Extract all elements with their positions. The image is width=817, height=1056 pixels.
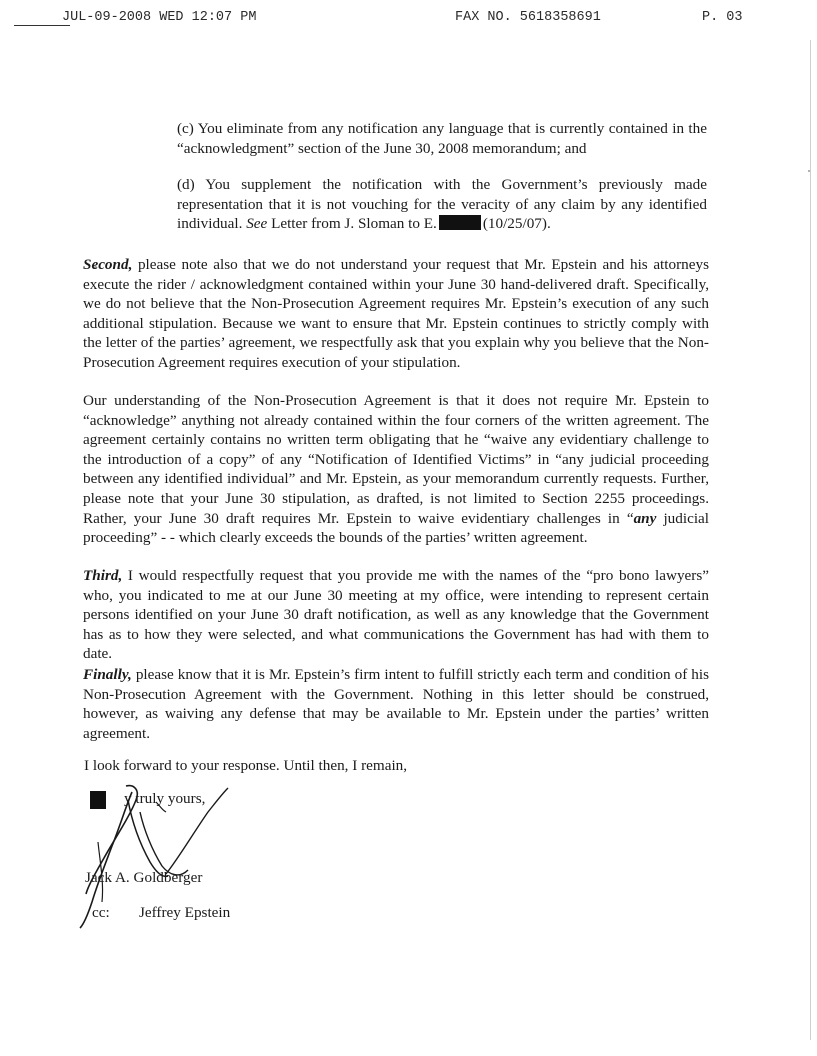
paragraph-second-text: please note also that we do not understand your request that Mr. Epstein and his attorneys execute the rider / acknowledgment contained within your June 30 hand-delivered draft. Specifically, we do not believe that the Non-Prosecution Agreement requires Mr. Epstein’s execution of any such additional stipulation. Because we want to ensure that Mr. Epstein continues to strictly comply with the letter of the parties’ agreement, we respectfully ask that you explain why you believe that the Non-Prosecution Agreement requires execution of your stipulation. [83,256,709,371]
signer-name: Jack A. Goldberger [85,869,203,886]
fax-page-number: P. 03 [702,10,743,25]
cc-label: cc: [92,904,110,921]
paragraph-understanding [83,391,709,548]
item-d-citation-date: (10/25/07). [482,215,551,233]
paragraph-finally-text: please know that it is Mr. Epstein’s firm intent to fulfill strictly each term and condition of his Non-Prosecution Agreement with the Government. Nothing in this letter should be construed, however, as waiving any defense that may be available to Mr. Epstein under the parties’ written agreement. [83,666,709,742]
cc-recipient: Jeffrey Epstein [139,904,231,921]
fax-header [0,8,817,30]
fax-date-time: JUL-09-2008 WED 12:07 PM [62,10,257,25]
item-d-see: See [246,215,268,233]
closing-line: I look forward to your response. Until then, I remain, [84,757,408,774]
closing-salutation: y truly yours, [124,790,206,807]
item-d-text: (d) You supplement the notification with the Government’s previously made representation that it is not vouching for the veracity of any claim by any identified individual. [177,176,707,233]
item-c-text: (c) You eliminate from any notification any language that is currently contained in the “acknowledgment” section of the June 30, 2008 memorandum; and [177,120,707,157]
header-underline [14,25,70,26]
paragraph-third [83,566,709,664]
redaction-box [439,215,481,230]
scan-speck [808,170,810,172]
paragraph-third-lead: Third, [83,567,123,584]
item-d [177,175,707,234]
paragraph-understanding-text-after: judicial proceeding” - - which clearly exceeds the bounds of the parties’ written agreement. [83,509,709,547]
paragraph-second [83,255,709,373]
cc-line [92,904,230,922]
paragraph-finally [83,665,709,743]
paragraph-finally-lead: Finally, [83,666,132,683]
paragraph-second-lead: Second, [83,256,133,273]
item-d-citation: Letter from J. Sloman to E. [267,215,437,233]
item-c [177,119,707,158]
paragraph-understanding-emphasis: any [633,509,657,527]
scan-edge-line [810,40,811,1040]
paragraph-third-text: I would respectfully request that you provide me with the names of the “pro bono lawyers” who, you indicated to me at our June 30 meeting at my office, were intending to represent certain persons identified on your June 30 draft notification, as well as any knowledge that the Government has as to how they were selected, and what communications the Government has had with them to date. [83,567,709,663]
fax-number: FAX NO. 5618358691 [455,10,601,25]
paragraph-understanding-text: Our understanding of the Non-Prosecution Agreement is that it does not require Mr. Epstein to “acknowledge” anything not already contained within the four corners of the written agreement. The agreement certainly contains no written term obligating that he “waive any evidentiary challenge to the introduction of a copy” of any “Notification of Identified Victims” in “any judicial proceeding between any identified individual” and Mr. Epstein, as your memorandum currently requests. Further, please note that your June 30 stipulation, as drafted, is not limited to Section 2255 proceedings. Rather, your June 30 draft requires Mr. Epstein to waive evidentiary challenges in “ [83,392,709,527]
